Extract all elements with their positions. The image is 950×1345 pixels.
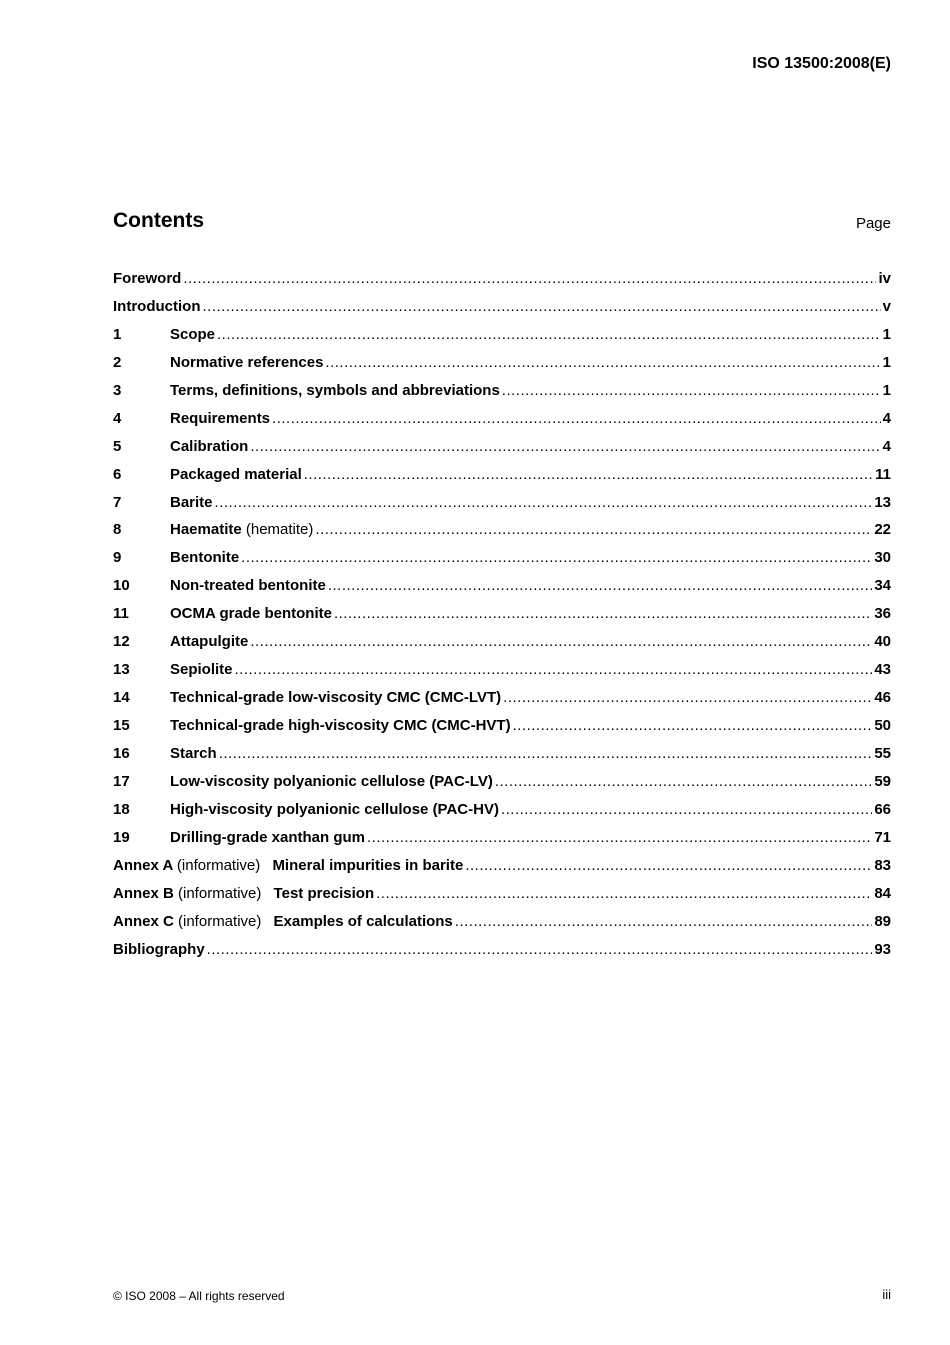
toc-entry-page: 66 <box>874 800 891 818</box>
dot-leader <box>503 684 872 712</box>
table-of-contents <box>113 265 891 963</box>
toc-entry-page: 43 <box>874 661 891 679</box>
toc-entry-page: 1 <box>882 381 891 399</box>
toc-entry-title: Drilling-grade xanthan gum <box>170 828 366 846</box>
toc-entry-page: 71 <box>874 828 891 846</box>
toc-entry-number: 13 <box>113 661 130 679</box>
toc-entry-page: 59 <box>874 772 891 790</box>
contents-title: Contents <box>113 209 204 232</box>
toc-entry-title: High-viscosity polyanionic cellulose (PAC-HV) <box>170 800 499 818</box>
annex-label: Annex B <box>113 884 174 902</box>
toc-entry-number: 2 <box>113 353 122 371</box>
toc-entry-page: iv <box>878 270 891 287</box>
toc-entry-16[interactable] <box>113 740 891 768</box>
toc-entry-page: 11 <box>875 465 891 483</box>
toc-entry-page: 84 <box>874 884 891 902</box>
toc-annex-heading <box>113 908 453 936</box>
toc-annex-heading <box>113 852 463 880</box>
toc-entry-2[interactable] <box>113 349 891 377</box>
toc-entry-17[interactable] <box>113 768 891 796</box>
toc-entry-page: 13 <box>874 493 891 511</box>
dot-leader <box>304 461 873 489</box>
toc-entry-page: 93 <box>874 940 891 958</box>
toc-entry-13[interactable] <box>113 656 891 684</box>
toc-entry-18[interactable] <box>113 796 891 824</box>
toc-entry-page: v <box>882 297 891 315</box>
toc-entry-annex-a[interactable] <box>113 852 891 880</box>
toc-entry-bibliography[interactable] <box>113 936 891 964</box>
page-column-label: Page <box>855 215 891 232</box>
toc-entry-number: 17 <box>113 772 130 790</box>
dot-leader <box>328 572 872 600</box>
toc-entry-number: 5 <box>113 437 122 455</box>
toc-entry-19[interactable] <box>113 824 891 852</box>
toc-entry-title: Sepiolite <box>170 661 233 679</box>
toc-entry-title: Starch <box>170 744 217 762</box>
toc-entry-number: 1 <box>113 325 122 343</box>
toc-entry-title: Terms, definitions, symbols and abbreviations <box>170 381 500 399</box>
toc-entry-number: 8 <box>113 521 122 539</box>
dot-leader <box>215 489 873 517</box>
toc-entry-title: Barite <box>170 493 213 511</box>
toc-annex-heading <box>113 880 374 908</box>
dot-leader <box>465 852 872 880</box>
toc-entry-number: 14 <box>113 689 130 707</box>
toc-entry-page: 46 <box>874 689 891 707</box>
toc-entry-title: Examples of calculations <box>273 912 453 930</box>
toc-entry-title: Non-treated bentonite <box>170 577 326 595</box>
toc-entry-11[interactable] <box>113 600 891 628</box>
dot-leader <box>183 265 876 293</box>
toc-entry-introduction[interactable] <box>113 293 891 321</box>
toc-entry-12[interactable] <box>113 628 891 656</box>
toc-entry-title: Technical-grade low-viscosity CMC (CMC-LVT) <box>170 689 502 707</box>
toc-entry-annex-c[interactable] <box>113 908 891 936</box>
copyright-notice: © ISO 2008 – All rights reserved <box>113 1289 285 1303</box>
toc-entry-annex-b[interactable] <box>113 880 891 908</box>
toc-entry-number: 11 <box>113 605 129 623</box>
toc-entry-page: 83 <box>874 856 891 874</box>
dot-leader <box>334 600 872 628</box>
toc-entry-title: Mineral impurities in barite <box>272 856 464 874</box>
annex-informative: (informative) <box>178 884 262 902</box>
toc-entry-page: 1 <box>882 325 891 343</box>
annex-label: Annex A <box>113 856 173 874</box>
toc-entry-14[interactable] <box>113 684 891 712</box>
toc-entry-number: 12 <box>113 633 130 651</box>
toc-entry-10[interactable] <box>113 572 891 600</box>
toc-entry-number: 3 <box>113 381 122 399</box>
dot-leader <box>455 908 873 936</box>
toc-entry-15[interactable] <box>113 712 891 740</box>
toc-entry-8[interactable] <box>113 516 891 544</box>
toc-entry-page: 1 <box>882 353 891 371</box>
dot-leader <box>219 740 873 768</box>
toc-entry-title: Attapulgite <box>170 633 249 651</box>
toc-entry-title: Scope <box>170 325 216 343</box>
toc-entry-title: Low-viscosity polyanionic cellulose (PAC-LV) <box>170 772 493 790</box>
toc-entry-number: 9 <box>113 549 122 567</box>
toc-entry-title: Bibliography <box>113 940 205 958</box>
dot-leader <box>202 293 880 321</box>
footer-page-number: iii <box>882 1287 891 1302</box>
toc-entry-4[interactable] <box>113 405 891 433</box>
annex-informative: (informative) <box>176 856 261 874</box>
annex-informative: (informative) <box>178 912 262 930</box>
toc-entry-page: 36 <box>874 605 891 623</box>
toc-entry-9[interactable] <box>113 544 891 572</box>
toc-entry-number: 15 <box>113 717 130 734</box>
dot-leader <box>217 321 881 349</box>
toc-entry-title: Bentonite <box>170 549 240 567</box>
toc-entry-title: OCMA grade bentonite <box>170 605 332 623</box>
toc-entry-1[interactable] <box>113 321 891 349</box>
dot-leader <box>495 768 872 796</box>
toc-entry-title: Calibration <box>170 437 249 455</box>
toc-entry-title: Packaged material <box>170 465 302 483</box>
document-id: ISO 13500:2008(E) <box>752 55 891 72</box>
toc-entry-number: 19 <box>113 828 130 846</box>
dot-leader <box>376 880 872 908</box>
toc-entry-page: 50 <box>874 717 891 734</box>
toc-entry-number: 16 <box>113 744 130 762</box>
dot-leader <box>207 936 873 964</box>
toc-entry-6[interactable] <box>113 461 891 489</box>
toc-entry-title: Requirements <box>170 409 271 427</box>
dot-leader <box>513 712 873 740</box>
toc-entry-number: 6 <box>113 465 122 483</box>
dot-leader <box>235 656 873 684</box>
dot-leader <box>250 433 880 461</box>
dot-leader <box>241 544 872 572</box>
toc-entry-number: 7 <box>113 493 122 511</box>
toc-entry-foreword[interactable] <box>113 265 891 293</box>
toc-entry-title: Normative references <box>170 353 324 371</box>
toc-entry-page: 4 <box>882 437 891 455</box>
toc-entry-number: 10 <box>113 577 130 595</box>
toc-entry-7[interactable] <box>113 489 891 517</box>
toc-entry-page: 40 <box>874 633 891 651</box>
toc-entry-title: Technical-grade high-viscosity CMC (CMC-HVT) <box>170 717 511 734</box>
toc-entry-title: Haematite <box>170 521 242 539</box>
toc-entry-page: 4 <box>882 409 891 427</box>
toc-entry-title: Foreword <box>113 270 182 287</box>
toc-entry-page: 89 <box>874 912 891 930</box>
toc-entry-number: 18 <box>113 800 130 818</box>
toc-entry-3[interactable] <box>113 377 891 405</box>
dot-leader <box>272 405 881 433</box>
annex-label: Annex C <box>113 912 174 930</box>
toc-entry-page: 22 <box>874 521 891 539</box>
toc-entry-number: 4 <box>113 409 122 427</box>
dot-leader <box>502 377 881 405</box>
toc-entry-qualifier: (hematite) <box>245 521 314 539</box>
toc-entry-title-group <box>170 516 313 544</box>
toc-entry-5[interactable] <box>113 433 891 461</box>
toc-entry-title: Test precision <box>273 884 375 902</box>
dot-leader <box>367 824 872 852</box>
dot-leader <box>315 516 872 544</box>
toc-entry-page: 30 <box>874 549 891 567</box>
toc-entry-page: 55 <box>874 744 891 762</box>
dot-leader <box>250 628 872 656</box>
toc-entry-title: Introduction <box>113 297 201 315</box>
toc-entry-page: 34 <box>874 577 891 595</box>
dot-leader <box>325 349 880 377</box>
dot-leader <box>501 796 872 824</box>
